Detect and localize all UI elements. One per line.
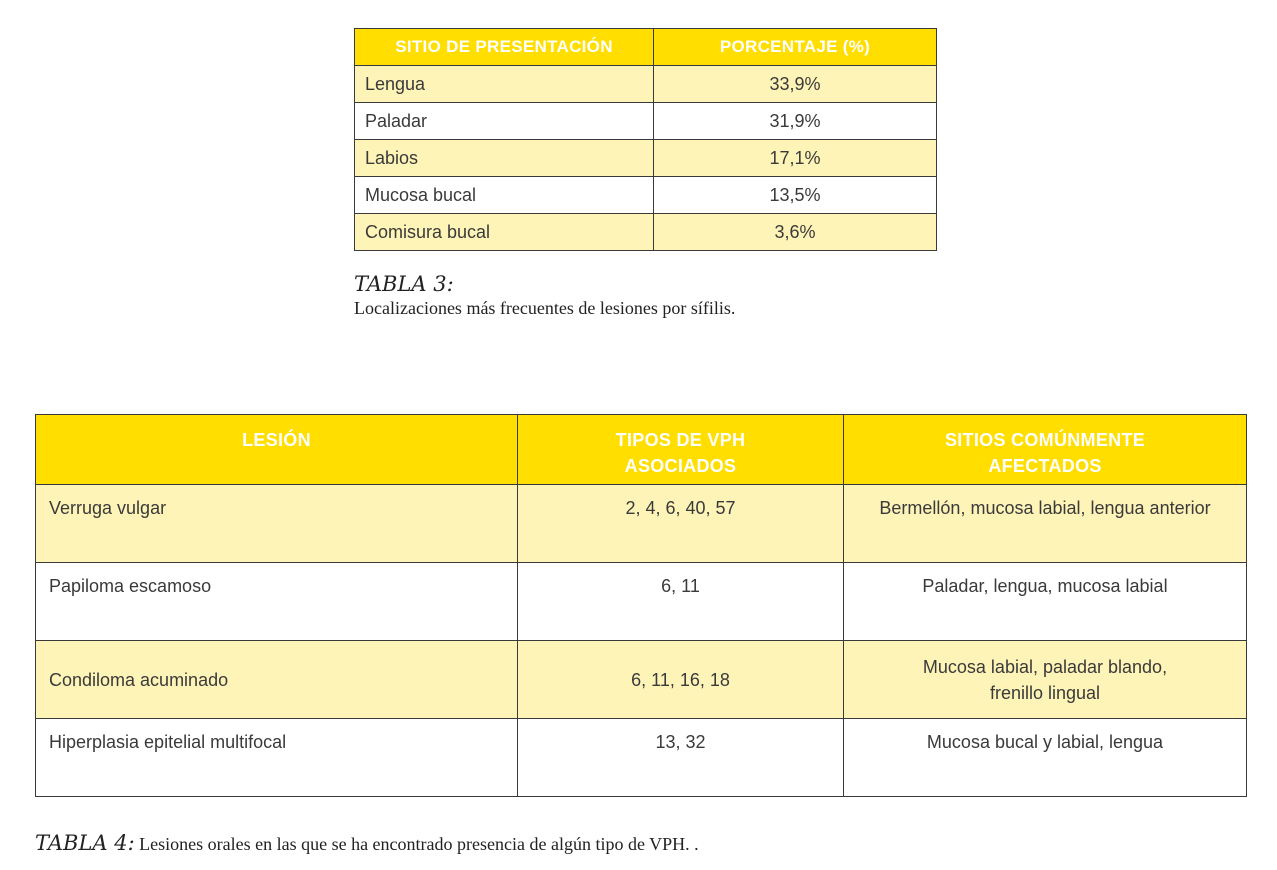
- table-row: [355, 103, 937, 140]
- table-4-hpv-types-cell: 6, 11: [518, 563, 844, 641]
- table-4-sites-cell: Mucosa bucal y labial, lengua: [844, 719, 1247, 797]
- table-row: [36, 641, 1247, 719]
- table-3-site-cell: Paladar: [355, 103, 654, 140]
- table-row: [36, 719, 1247, 797]
- table-row: [36, 485, 1247, 563]
- table-row: [355, 214, 937, 251]
- table-4-lesion-cell: Papiloma escamoso: [36, 563, 518, 641]
- table-4-sites-cell: Mucosa labial, paladar blando, frenillo lingual: [844, 641, 1247, 719]
- table-4-header-hpv-types: TIPOS DE VPH ASOCIADOS: [518, 415, 844, 485]
- table-4-caption-text: Lesiones orales en las que se ha encontrado presencia de algún tipo de VPH. .: [139, 834, 699, 854]
- table-3-percentage-cell: 17,1%: [654, 140, 937, 177]
- table-4-header-lesion: LESIÓN: [36, 415, 518, 485]
- table-3: [354, 28, 937, 251]
- table-3-header-row: [355, 29, 937, 66]
- table-row: [355, 66, 937, 103]
- table-3-header-site: SITIO DE PRESENTACIÓN: [355, 29, 654, 66]
- table-4-header-sites: SITIOS COMÚNMENTE AFECTADOS: [844, 415, 1247, 485]
- table-3-percentage-cell: 31,9%: [654, 103, 937, 140]
- table-3-percentage-cell: 3,6%: [654, 214, 937, 251]
- table-4-hpv-types-cell: 6, 11, 16, 18: [518, 641, 844, 719]
- table-4-hpv-types-cell: 2, 4, 6, 40, 57: [518, 485, 844, 563]
- table-3-site-cell: Lengua: [355, 66, 654, 103]
- table-3-site-cell: Labios: [355, 140, 654, 177]
- table-row: [355, 140, 937, 177]
- table-3-percentage-cell: 13,5%: [654, 177, 937, 214]
- table-4-hpv-types-cell: 13, 32: [518, 719, 844, 797]
- table-3-percentage-cell: 33,9%: [654, 66, 937, 103]
- table-3-caption: [354, 272, 735, 320]
- table-4-caption-label: TABLA 4:: [35, 831, 135, 855]
- table-4-lesion-cell: Hiperplasia epitelial multifocal: [36, 719, 518, 797]
- table-4: [35, 414, 1247, 797]
- table-4-sites-cell: Paladar, lengua, mucosa labial: [844, 563, 1247, 641]
- table-3-header-percentage: PORCENTAJE (%): [654, 29, 937, 66]
- table-4-lesion-cell: Verruga vulgar: [36, 485, 518, 563]
- table-3-site-cell: Comisura bucal: [355, 214, 654, 251]
- table-row: [36, 563, 1247, 641]
- table-3-caption-text: Localizaciones más frecuentes de lesiones por sífilis.: [354, 298, 736, 318]
- table-row: [355, 177, 937, 214]
- table-3-site-cell: Mucosa bucal: [355, 177, 654, 214]
- table-3-caption-label: TABLA 3:: [354, 272, 454, 296]
- table-4-sites-cell: Bermellón, mucosa labial, lengua anterior: [844, 485, 1247, 563]
- table-4-lesion-cell: Condiloma acuminado: [36, 641, 518, 719]
- table-4-header-row: [36, 415, 1247, 485]
- table-4-caption: [35, 829, 699, 860]
